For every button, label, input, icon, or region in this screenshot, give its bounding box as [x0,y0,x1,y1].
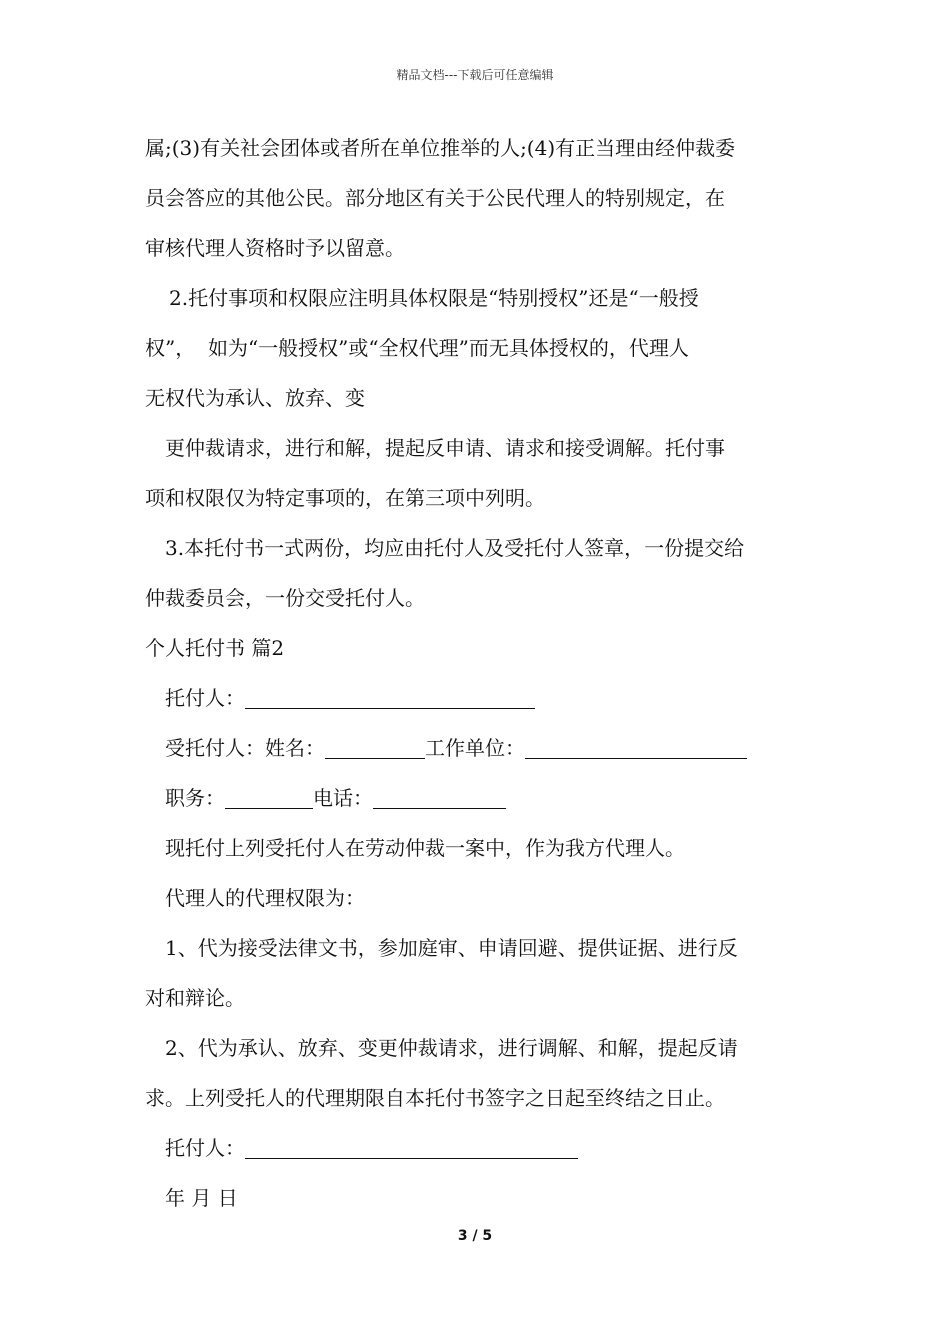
work-unit-blank[interactable] [525,732,747,759]
body-line: 对和辩论。 [145,986,245,1010]
phone-label: 电话： [313,786,373,810]
principal-label: 托付人： [165,686,245,710]
body-line: 权”， 如为“一般授权”或“全权代理”而无具体授权的，代理人 [145,336,689,360]
principal-blank[interactable] [245,682,535,709]
agent-name-label: 受托付人：姓名： [165,736,325,760]
body-line: 无权代为承认、放弃、变 [145,386,365,410]
principal-row [145,673,810,723]
body-line: 更仲裁请求，进行和解，提起反申请、请求和接受调解。托付事 [165,436,725,460]
body-line: 1、代为接受法律文书，参加庭审、申请回避、提供证据、进行反 [165,936,738,960]
position-blank[interactable] [225,782,313,809]
body-line: 代理人的代理权限为： [165,886,365,910]
body-line: 属;(3)有关社会团体或者所在单位推举的人;(4)有正当理由经仲裁委 [145,136,736,160]
position-row [145,773,810,823]
body-line: 3.本托付书一式两份，均应由托付人及受托付人签章，一份提交给 [165,536,745,560]
page-header: 精品文档---下载后可任意编辑 [396,68,554,82]
phone-blank[interactable] [373,782,506,809]
agent-row [145,723,810,773]
section-heading: 个人托付书 篇2 [145,636,285,660]
signature-label: 托付人： [165,1136,245,1160]
body-line: 现托付上列受托付人在劳动仲裁一案中，作为我方代理人。 [165,836,685,860]
document-body [145,123,810,1223]
work-unit-label: 工作单位： [425,736,525,760]
body-line: 仲裁委员会，一份交受托付人。 [145,586,425,610]
signature-row [145,1123,810,1173]
body-line: 审核代理人资格时予以留意。 [145,236,405,260]
body-line: 求。上列受托人的代理期限自本托付书签字之日起至终结之日止。 [145,1086,725,1110]
signature-blank[interactable] [245,1132,578,1159]
body-line: 项和权限仅为特定事项的，在第三项中列明。 [145,486,545,510]
date-line: 年 月 日 [165,1186,238,1210]
page-number: 3 / 5 [457,1228,493,1244]
body-line: 2、代为承认、放弃、变更仲裁请求，进行调解、和解，提起反请 [165,1036,738,1060]
body-line: 员会答应的其他公民。部分地区有关于公民代理人的特别规定，在 [145,186,725,210]
position-label: 职务： [165,786,225,810]
agent-name-blank[interactable] [325,732,425,759]
body-line: 2.托付事项和权限应注明具体权限是“特别授权”还是“一般授 [169,286,699,310]
